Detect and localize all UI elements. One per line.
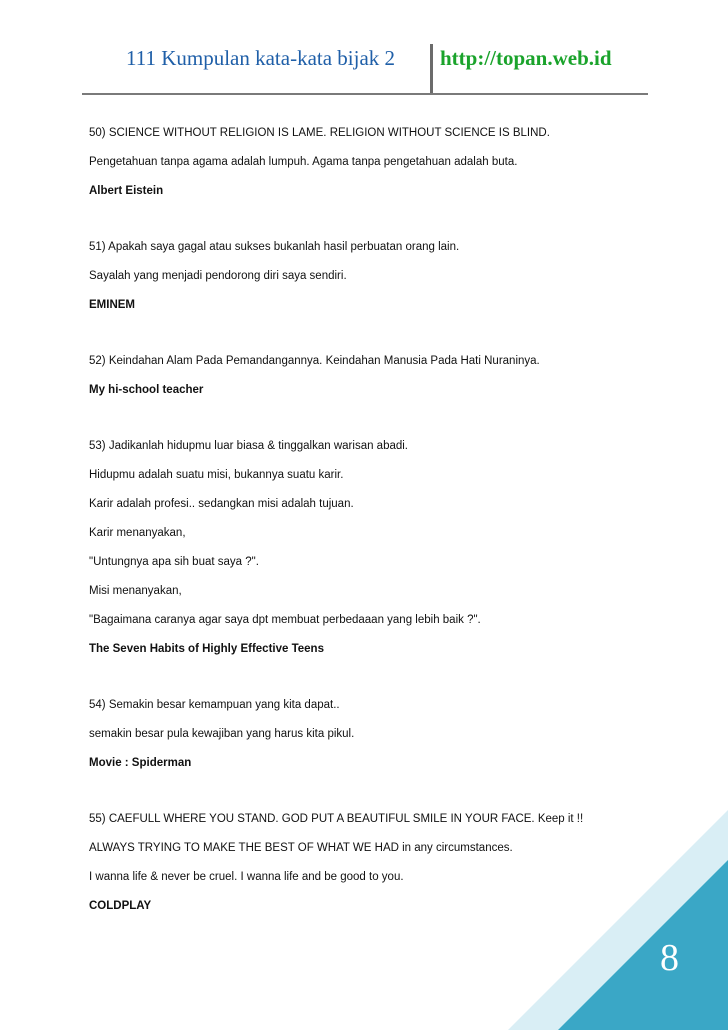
quote-author: Movie : Spiderman bbox=[89, 757, 192, 769]
quote-author: The Seven Habits of Highly Effective Teens bbox=[89, 643, 324, 655]
quote-line: "Bagaimana caranya agar saya dpt membuat perbedaaan yang lebih baik ?". bbox=[89, 614, 481, 626]
quote-line: Misi menanyakan, bbox=[89, 585, 182, 597]
quote-block bbox=[89, 354, 629, 398]
quote-line: 50) SCIENCE WITHOUT RELIGION IS LAME. RELIGION WITHOUT SCIENCE IS BLIND. bbox=[89, 127, 550, 139]
quote-line: Karir adalah profesi.. sedangkan misi adalah tujuan. bbox=[89, 498, 354, 510]
quote-block bbox=[89, 698, 629, 771]
quote-line: Hidupmu adalah suatu misi, bukannya suatu karir. bbox=[89, 469, 344, 481]
page-header bbox=[0, 0, 728, 100]
quote-line: 51) Apakah saya gagal atau sukses bukanlah hasil perbuatan orang lain. bbox=[89, 241, 460, 253]
header-divider bbox=[430, 44, 433, 94]
quote-author: My hi-school teacher bbox=[89, 384, 204, 396]
document-title: 111 Kumpulan kata-kata bijak 2 bbox=[126, 46, 396, 70]
corner-decoration bbox=[508, 810, 728, 1030]
quote-line: "Untungnya apa sih buat saya ?". bbox=[89, 556, 259, 568]
quote-line: semakin besar pula kewajiban yang harus kita pikul. bbox=[89, 728, 355, 740]
quote-line: 52) Keindahan Alam Pada Pemandangannya. Keindahan Manusia Pada Hati Nuraninya. bbox=[89, 355, 540, 367]
corner-teal-triangle bbox=[558, 860, 728, 1030]
quote-line: I wanna life & never be cruel. I wanna life and be good to you. bbox=[89, 871, 404, 883]
quote-author: COLDPLAY bbox=[89, 900, 152, 912]
quote-block bbox=[89, 126, 629, 199]
quote-author: EMINEM bbox=[89, 299, 135, 311]
header-url[interactable]: http://topan.web.id bbox=[440, 46, 612, 70]
quote-line: 55) CAEFULL WHERE YOU STAND. GOD PUT A BEAUTIFUL SMILE IN YOUR FACE. Keep it !! bbox=[89, 813, 584, 825]
header-rule bbox=[82, 93, 648, 95]
page-number: 8 bbox=[660, 937, 679, 979]
quote-author: Albert Eistein bbox=[89, 185, 164, 197]
quote-line: Pengetahuan tanpa agama adalah lumpuh. Agama tanpa pengetahuan adalah buta. bbox=[89, 156, 518, 168]
quote-line: Karir menanyakan, bbox=[89, 527, 186, 539]
quote-line: ALWAYS TRYING TO MAKE THE BEST OF WHAT WE HAD in any circumstances. bbox=[89, 842, 513, 854]
quote-line: 53) Jadikanlah hidupmu luar biasa & tinggalkan warisan abadi. bbox=[89, 440, 409, 452]
quote-block bbox=[89, 240, 629, 313]
quote-block bbox=[89, 439, 629, 657]
quote-line: 54) Semakin besar kemampuan yang kita dapat.. bbox=[89, 699, 340, 711]
quote-line: Sayalah yang menjadi pendorong diri saya sendiri. bbox=[89, 270, 347, 282]
